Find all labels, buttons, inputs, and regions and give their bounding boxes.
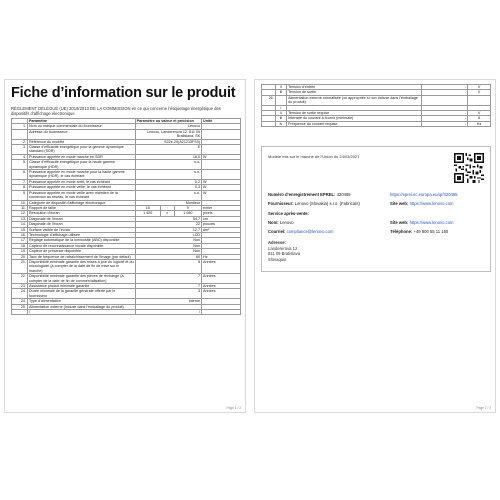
name-value: Lenovo [279,220,294,225]
table-cell: Rapport de taille [28,205,136,210]
table-row [262,95,491,105]
table-cell: Classe d’efficacité énergétique pour la haute gamme dynamique (HDR) [28,160,136,170]
header-param: Paramètre [28,119,136,124]
table-cell: 12,7 [135,227,201,232]
table-cell: 20. [12,254,28,259]
table-cell: 13. [12,216,28,221]
table-cell: i [275,105,286,110]
table-cell: 6. [12,170,28,180]
phone-value: +49 800 55 11 160 [413,229,449,234]
table-row [12,190,241,200]
table-row [12,145,241,155]
table-cell [422,95,468,105]
table-cell: 60 [135,254,201,259]
table-cell: Hz [202,254,241,259]
table-cell: i [28,310,136,315]
table-cell: 4. [12,154,28,159]
table-cell: Nom ou marque commerciale du fournisseur: [28,124,136,129]
table-cell: Classe d’efficacité énergétique pour la gamme dynamique standard (SDR) [28,145,136,155]
table-cell: Non [135,238,201,243]
table-cell: Alimentation externe normalisée (ou appropriée si non incluse dans l’emballage du produit) [287,95,422,105]
address-block [268,240,300,262]
table-cell: Intensité du courant à fournir (minimale) [287,116,422,121]
phone-line [390,229,448,234]
table-cell: Tension d’entrée [287,85,422,90]
table-row [12,160,241,170]
page-1 [4,79,246,413]
table-cell: 1. [12,124,28,129]
table-cell: : [160,205,174,210]
table-cell: S22e-20(A21215FS0) [135,139,201,144]
table-cell: 26. [262,95,276,105]
table-row [12,170,241,180]
table-cell: LCD [135,232,201,237]
table-cell: V [468,111,491,116]
address-line: Slovaquie [268,256,287,262]
email-label: Courriel: [268,229,286,234]
table-cell: 19. [12,249,28,254]
table-cell: E [135,145,201,155]
table-cell: Diagonale de l’écran [28,222,136,227]
website-link[interactable]: https://www.lenovo.com [409,201,454,206]
table-cell: / [135,310,201,315]
table-cell: Durée minimale de la garantie générale offerte par le fournisseur [28,289,136,299]
table-cell: Hz [468,121,491,126]
table-cell: 24. [12,299,28,304]
table-cell: 16 [135,205,160,210]
table-cell: Fréquence du courant requise [287,121,422,126]
table-cell: 7 [135,284,201,289]
header-unit: Unité [202,119,241,124]
table-cell: 18. [12,243,28,248]
table-cell: - [422,121,468,126]
eprel-link[interactable]: https://eprel.ec.europa.eu/qr/420485 [390,192,458,197]
model-market-date: Modèle mis sur le marché de l’Union du 24/03/2021 [268,154,360,159]
table-cell: Résolution d’écran [28,211,136,216]
table-cell: ii [275,111,286,116]
table-cell: Années [202,284,241,289]
website2-link[interactable]: https://www.lenovo.com [409,220,454,225]
table-cell: cm [202,216,241,221]
table-cell: Non [135,249,201,254]
table-cell: Technologie d’affichage utilisée [28,232,136,237]
email-line [268,229,333,234]
table-row [12,254,241,259]
table-cell: 16. [12,232,28,237]
power-supply-table [261,84,491,127]
address-line: 811 09 Bratislava [268,251,301,257]
model-info-block [261,146,491,272]
table-cell: 24. [12,289,28,299]
supplier-label: Fournisseur: [268,201,294,206]
table-cell: 12. [12,211,28,216]
table-cell: 1 920 [135,211,160,216]
table-cell: 8. [12,185,28,190]
table-cell: pixels [202,211,241,216]
table-cell: W [202,154,241,159]
table-cell [202,310,241,315]
table-cell: Alimentation externe (incluse dans l’emballage du produit) [28,304,136,309]
website-label: Site web: [390,201,409,206]
supplier-value: Lenovo (Slovakia) s.r.o. (Fabricant) [294,201,360,206]
table-cell: 16,0 [135,154,201,159]
table-cell: Disponibilité minimale garantie des pièces de rechange (à compter de la date de fin de commercialisation) [28,274,136,284]
table-cell: 5. [12,160,28,170]
table-cell: Années [202,274,241,284]
table-cell [202,145,241,155]
table-cell: W [202,179,241,184]
table-cell: - [422,85,468,90]
page-footer: Page 2 / 2 [476,406,491,410]
table-cell: Moniteur [135,200,201,205]
table-cell: Interne [135,299,201,304]
table-cell: Non [135,243,201,248]
table-cell: iii [275,116,286,121]
supplier-line [268,201,360,206]
table-cell: Tension de sortie [287,90,422,95]
table-cell: 54,7 [135,216,201,221]
page-title: Fiche d’information sur le produit [11,85,236,101]
table-cell: iii [275,90,286,95]
table-cell: 15. [12,227,28,232]
email-link[interactable]: compliance@lenovo.com [286,229,334,234]
website2-label: Site web: [390,220,409,225]
table-cell: - [422,90,468,95]
table-cell [12,129,28,139]
table-cell: dm² [202,227,241,232]
table-cell: 11. [12,205,28,210]
table-cell: 9. [12,190,28,200]
table-cell: A [468,116,491,121]
table-cell: 0,2 [135,179,201,184]
table-row [12,274,241,284]
name-line [268,220,294,225]
website2-line [390,220,454,225]
table-cell: V [468,85,491,90]
table-cell: Surface visible de l’écran [28,227,136,232]
table-cell: Capteur de reconnaissance vocale disponible [28,243,136,248]
table-cell: s.o. [135,160,201,170]
table-cell: s.o. [135,190,201,200]
table-cell: Assistance produit minimale garantie [28,284,136,289]
page-2 [254,79,496,413]
table-row [12,259,241,273]
table-cell: Puissance appelée en mode marche en SDR [28,154,136,159]
table-cell: V [468,90,491,95]
table-cell: Lenovo, Landererova 12, 811 09 Bratislava, SK [135,129,201,139]
table-cell [468,95,491,105]
eprel-value: 420485 [336,192,351,197]
table-row [12,129,241,139]
table-cell: - [422,111,468,116]
table-cell: Années [202,259,241,273]
table-cell: Tension de sortie requise [287,111,422,116]
phone-label: Téléphone: [390,229,413,234]
table-cell: Lenovo [135,124,201,129]
table-cell: Puissance appelée en mode veille avec maintien de la connexion au réseau, le cas échéant [28,190,136,200]
table-cell: Réglage automatique de la luminosité (ABC) disponible [28,238,136,243]
table-cell: Taux de fréquence de rafraîchissement de l’image (par défaut) [28,254,136,259]
table-row [12,310,241,315]
regulation-text: RÈGLEMENT DÉLÉGUÉ (UE) 2019/2013 DE LA COMMISSION en ce qui concerne l’étiquetage énergétique des dispositifs d’affichage électronique [11,106,221,117]
table-cell: Capteur de présence disponible [28,249,136,254]
table-cell: Adresse du fournisseur: [28,129,136,139]
table-cell: Type d’alimentation [28,299,136,304]
table-cell [12,310,28,315]
table-cell: Puissance appelée en mode veille, le cas échéant [28,185,136,190]
table-cell: 1 080 [174,211,201,216]
table-cell: 17. [12,238,28,243]
table-cell: entier [202,205,241,210]
spec-table [11,118,241,315]
table-cell: 7 [135,274,201,284]
table-cell: Diagonale de l’écran [28,216,136,221]
name-label: Nom: [268,220,279,225]
qr-code-icon [454,153,484,183]
table-cell [262,121,276,126]
table-cell: x [160,211,174,216]
table-cell: 25. [12,304,28,309]
table-cell: Disponibilité minimale garantie des mises à jour du logiciel et du micrologiciel (à compter de la date de fin de mise sur le marché) [29,259,134,273]
table-cell: 0,3 [135,185,201,190]
table-cell: Catégorie de dispositif d’affichage électronique [28,200,136,205]
table-cell [202,170,241,180]
table-cell: Puissance appelée en mode arrêt, le cas échéant [28,179,136,184]
table-cell: iv [275,121,286,126]
table-cell: s.o. [135,170,201,180]
table-cell: 2. [12,139,28,144]
table-cell: pouces [202,222,241,227]
page-footer: Page 1 / 2 [226,406,241,410]
table-cell: 3 [135,289,201,299]
table-cell: Puissance appelée en mode marche pour la haute gamme dynamique (HDR), le cas échéant [28,170,136,180]
eprel-label: Numéro d’enregistrement EPREL: [268,192,336,197]
table-row [12,289,241,299]
table-cell: ii [275,85,286,90]
address-line: Landererova 12 [268,245,298,251]
table-cell: 9 [174,205,201,210]
table-cell: 22 [135,222,201,227]
address-label: Adresse: [268,240,286,245]
table-cell: 10. [12,200,28,205]
table-cell [275,95,286,105]
table-cell: 21. [12,259,28,273]
after-sales-label: Service après-vente: [268,211,309,216]
table-cell: W [202,190,241,200]
table-cell: - [422,116,468,121]
table-cell: Années [202,289,241,299]
table-cell: 8 [135,259,201,273]
table-cell [202,160,241,170]
table-cell: W [202,185,241,190]
header-value: Paramètre ou valeur et précision [135,119,201,124]
table-cell: 3. [12,145,28,155]
table-cell [202,129,241,139]
website-line [390,201,454,206]
table-cell: 14. [12,222,28,227]
table-cell: 22. [12,274,28,284]
eprel-line [268,192,351,197]
table-row [262,121,491,126]
table-cell: Référence du modèle [28,139,136,144]
table-cell: 7. [12,179,28,184]
table-cell: 23. [12,284,28,289]
